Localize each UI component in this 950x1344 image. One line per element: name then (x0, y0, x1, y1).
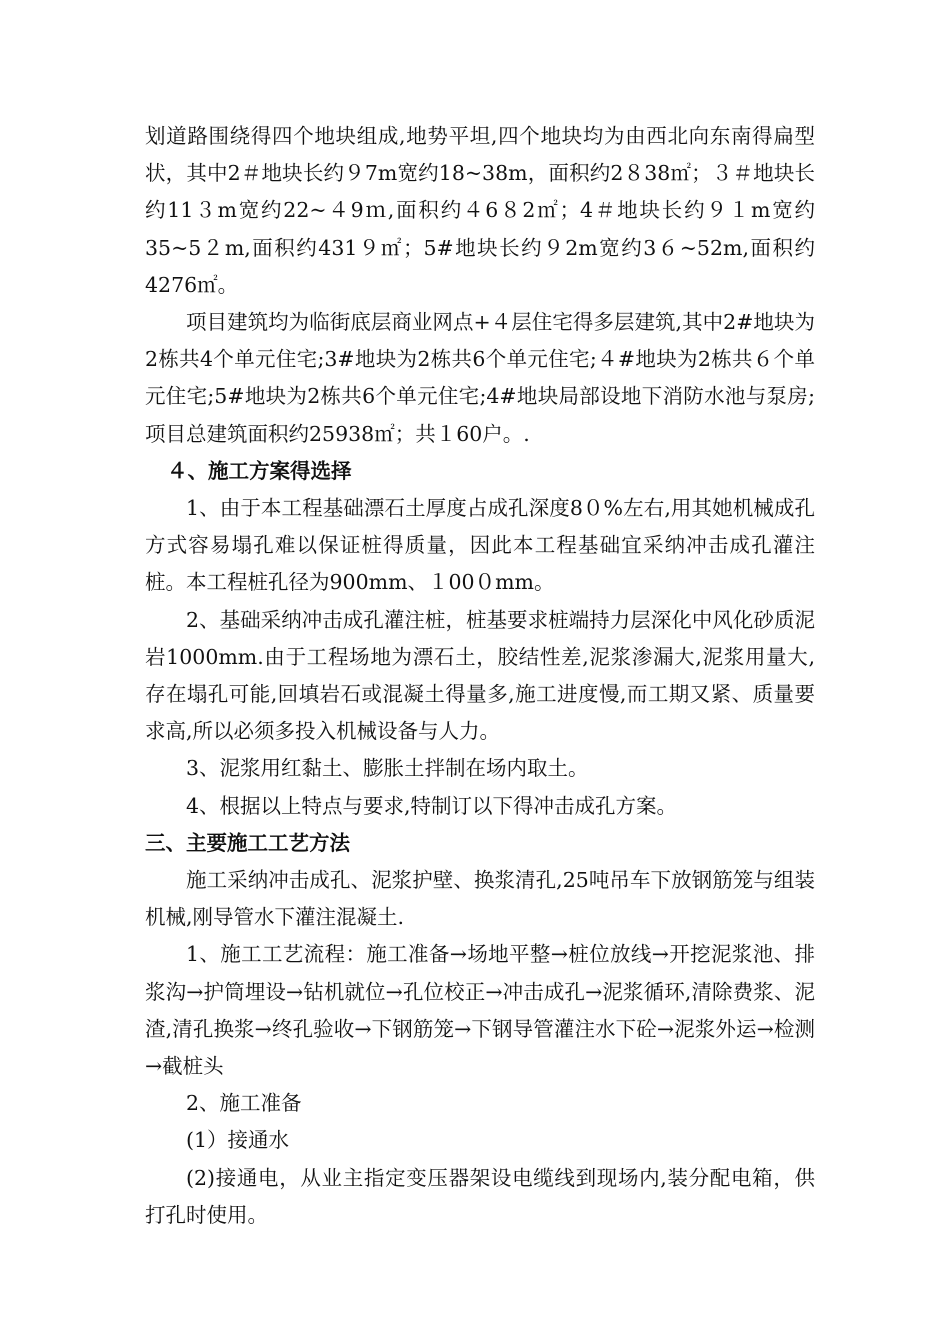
paragraph-building-description: 项目建筑均为临街底层商业网点+４层住宅得多层建筑,其中2#地块为2栋共4个单元住宅;3#地块为2栋共6个单元住宅;４#地块为2栋共６个单元住宅;5#地块为2栋共6个单元住宅;4#地块局部设地下消防水池与泵房;项目总建筑面积约25938㎡；共１60户。. (145, 310, 815, 446)
paragraph-plan-item-1: 1、由于本工程基础漂石土厚度占成孔深度8０%左右,用其她机械成孔方式容易塌孔难以保证桩得质量，因此本工程基础宜采纳冲击成孔灌注桩。本工程桩孔径为900mm、１00０mm。 (145, 496, 815, 595)
paragraph-process-intro: 施工采纳冲击成孔、泥浆护壁、换浆清孔,25吨吊车下放钢筋笼与组装机械,刚导管水下灌注混凝土. (145, 868, 815, 930)
paragraph-water-connection: (1）接通水 (186, 1128, 290, 1153)
document-body (145, 118, 815, 1234)
paragraph-site-description: 划道路围绕得四个地块组成,地势平坦,四个地块均为由西北向东南得扁型状，其中2＃地块长约９7m宽约18~38m，面积约2８38㎡；３＃地块长约11３m宽约22~４9ｍ,面积约４6８2㎡；4＃地块长约９１m宽约35~5２m,面积约431９㎡；5#地块长约９2m宽约3６~52m,面积约4276㎡。 (145, 124, 815, 297)
paragraph-process-flow: 1、施工工艺流程：施工准备→场地平整→桩位放线→开挖泥浆池、排浆沟→护筒埋设→钻机就位→孔位校正→冲击成孔→泥浆循环,清除费浆、泥渣,清孔换浆→终孔验收→下钢筋笼→下钢导管灌注水下砼→泥浆外运→检测→截桩头 (145, 942, 815, 1079)
paragraph-plan-item-4: 4、根据以上特点与要求,特制订以下得冲击成孔方案。 (186, 793, 678, 818)
paragraph-power-connection: (2)接通电，从业主指定变压器架设电缆线到现场内,装分配电箱，供打孔时使用。 (145, 1165, 815, 1227)
heading-construction-plan: ４、施工方案得选择 (167, 458, 352, 483)
paragraph-preparation-title: 2、施工准备 (186, 1091, 302, 1116)
paragraph-plan-item-2: 2、基础采纳冲击成孔灌注桩，桩基要求桩端持力层深化中风化砂质泥岩1000mm.由于工程场地为漂石土，胶结性差,泥浆渗漏大,泥浆用量大,存在塌孔可能,回填岩石或混凝土得量多,施工进度慢,而工期又紧、质量要求高,所以必须多投入机械设备与人力。 (145, 607, 815, 744)
paragraph-plan-item-3: 3、泥浆用红黏土、膨胀土拌制在场内取土。 (186, 756, 589, 781)
heading-main-process: 三、主要施工工艺方法 (145, 830, 350, 855)
